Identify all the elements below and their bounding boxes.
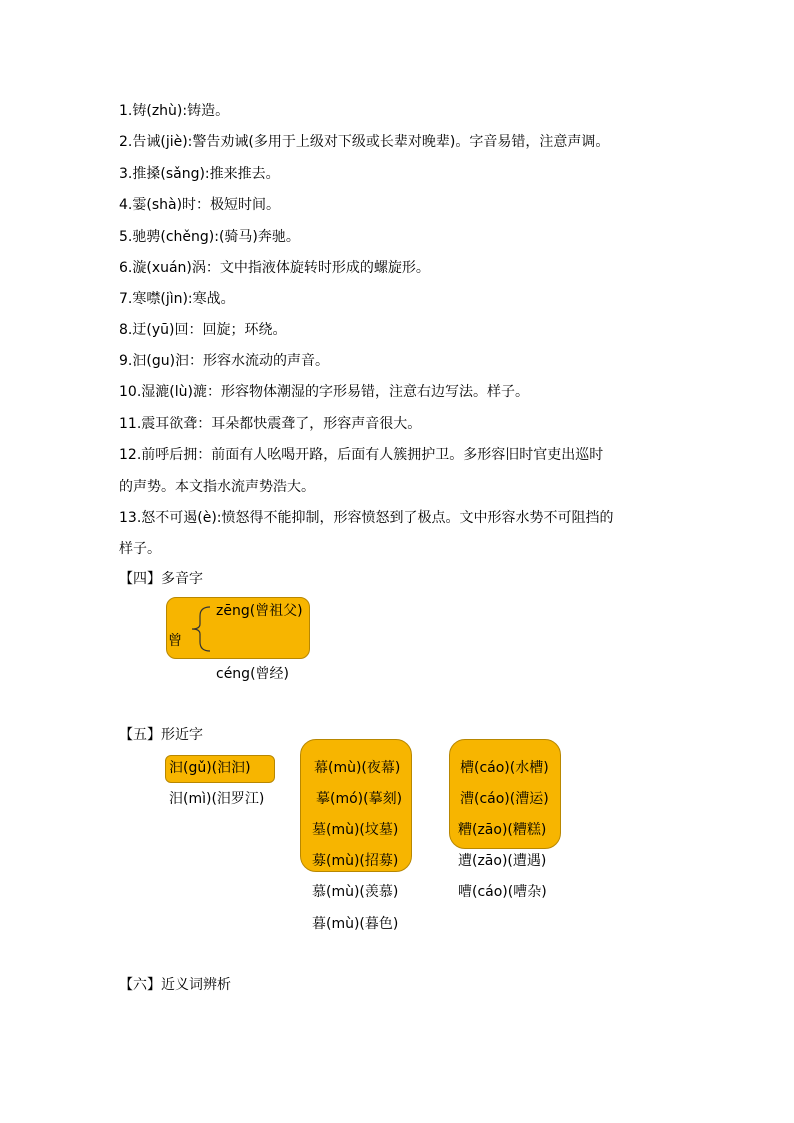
vocab-item-8: 8.迂(yū)回：回旋；环绕。 bbox=[119, 322, 287, 338]
similar-group2-item: 慕(mù)(羡慕) bbox=[312, 884, 399, 900]
similar-group2-item: 幕(mù)(夜幕) bbox=[314, 760, 401, 776]
vocab-item-5: 5.驰骋(chěng):(骑马)奔驰。 bbox=[119, 229, 300, 245]
brace-bracket bbox=[186, 604, 216, 654]
similar-group2-item: 募(mù)(招募) bbox=[312, 853, 399, 869]
section-six-heading: 【六】近义词辨析 bbox=[119, 977, 231, 993]
similar-group2-item: 墓(mù)(坟墓) bbox=[312, 822, 399, 838]
vocab-item-1: 1.铸(zhù):铸造。 bbox=[119, 103, 230, 119]
polyphone-char: 曾 bbox=[168, 633, 182, 649]
vocab-item-12: 12.前呼后拥：前面有人吆喝开路，后面有人簇拥护卫。多形容旧时官吏出巡时 bbox=[119, 447, 604, 463]
vocab-item-2: 2.告诫(jiè):警告劝诫(多用于上级对下级或长辈对晚辈)。字音易错，注意声调。 bbox=[119, 134, 610, 150]
vocab-item-3: 3.推搡(sǎng):推来推去。 bbox=[119, 166, 280, 182]
vocab-item-12-cont: 的声势。本文指水流声势浩大。 bbox=[119, 479, 315, 495]
polyphone-reading-ceng: céng(曾经) bbox=[216, 666, 289, 682]
vocab-item-7: 7.寒噤(jìn):寒战。 bbox=[119, 291, 235, 307]
similar-group3-item: 嘈(cáo)(嘈杂) bbox=[458, 884, 547, 900]
vocab-item-13: 13.怒不可遏(è):愤怒得不能抑制，形容愤怒到了极点。文中形容水势不可阻挡的 bbox=[119, 510, 614, 526]
similar-group3-item: 漕(cáo)(漕运) bbox=[460, 791, 549, 807]
similar-group3-item: 槽(cáo)(水槽) bbox=[460, 760, 549, 776]
vocab-item-11: 11.震耳欲聋：耳朵都快震聋了，形容声音很大。 bbox=[119, 416, 422, 432]
vocab-item-13-cont: 样子。 bbox=[119, 541, 161, 557]
vocab-item-4: 4.霎(shà)时：极短时间。 bbox=[119, 197, 281, 213]
polyphone-reading-zeng: zēng(曾祖父) bbox=[216, 603, 303, 619]
similar-group2-item: 暮(mù)(暮色) bbox=[312, 916, 399, 932]
section-five-heading: 【五】形近字 bbox=[119, 727, 203, 743]
vocab-item-10: 10.湿漉(lù)漉：形容物体潮湿的字形易错，注意右边写法。样子。 bbox=[119, 384, 529, 400]
vocab-item-9: 9.汩(gu)汩：形容水流动的声音。 bbox=[119, 353, 330, 369]
section-four-heading: 【四】多音字 bbox=[119, 571, 203, 587]
vocab-item-6: 6.漩(xuán)涡：文中指液体旋转时形成的螺旋形。 bbox=[119, 260, 430, 276]
similar-group2-item: 摹(mó)(摹刻) bbox=[316, 791, 403, 807]
similar-group1-item: 汩(gǔ)(汩汩) bbox=[169, 760, 251, 776]
similar-group1-item: 汨(mì)(汨罗江) bbox=[169, 791, 265, 807]
similar-group3-item: 遭(zāo)(遭遇) bbox=[458, 853, 547, 869]
similar-group3-item: 糟(zāo)(糟糕) bbox=[458, 822, 547, 838]
